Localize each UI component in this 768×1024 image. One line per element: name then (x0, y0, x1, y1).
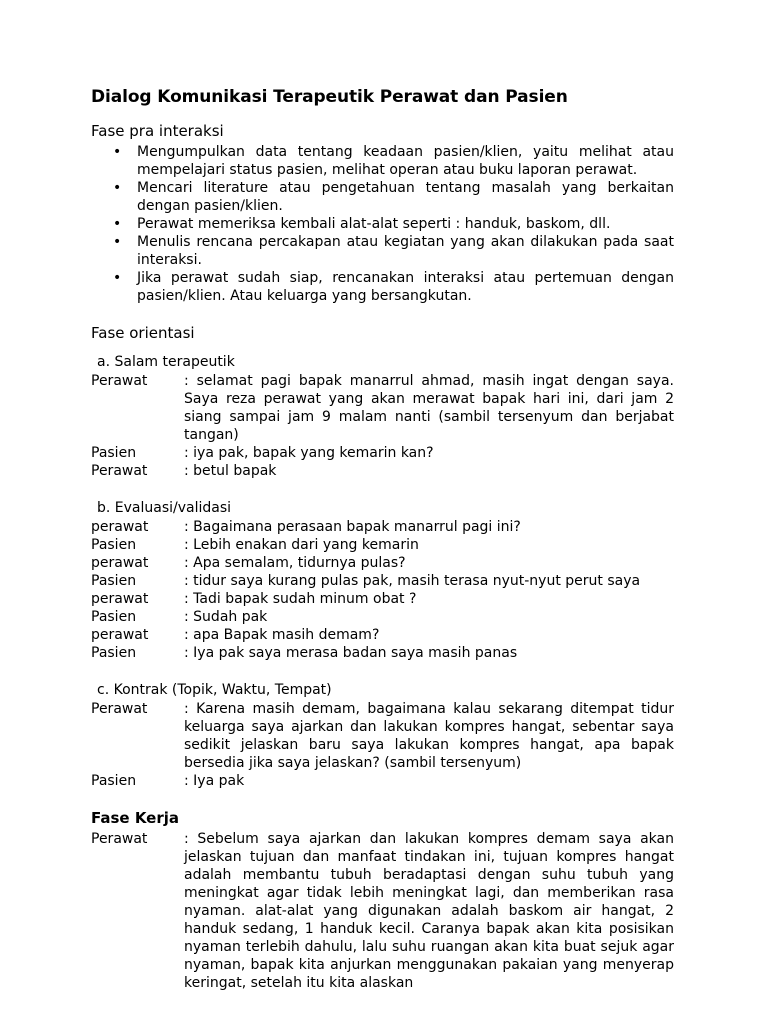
dialog-line (91, 700, 674, 772)
list-item (113, 269, 674, 305)
list-item-text: Perawat memeriksa kembali alat-alat seperti : handuk, baskom, dll. (137, 216, 611, 232)
speaker: Perawat (91, 701, 148, 717)
utterance: : tidur saya kurang pulas pak, masih terasa nyut-nyut perut saya (184, 573, 641, 589)
subheading-evaluation: b. Evaluasi/validasi (97, 500, 232, 516)
dialog-line (91, 590, 674, 608)
speaker: perawat (91, 627, 149, 643)
utterance: : apa Bapak masih demam? (184, 627, 380, 643)
list-item (113, 215, 674, 233)
subheading-contract: c. Kontrak (Topik, Waktu, Tempat) (97, 682, 332, 698)
pre-interaction-list (91, 143, 674, 305)
bullet-icon: • (113, 180, 122, 196)
utterance: : Bagaimana perasaan bapak manarrul pagi ini? (184, 519, 521, 535)
dialog-line (91, 608, 674, 626)
utterance: : betul bapak (184, 463, 277, 479)
speaker: Pasien (91, 573, 137, 589)
utterance: : Sudah pak (184, 609, 268, 625)
dialog-contract (91, 700, 674, 790)
utterance: : Sebelum saya ajarkan dan lakukan kompres demam saya akan jelaskan tujuan dan manfaat tindakan ini, tujuan kompres hangat adalah membantu tubuh beradaptasi dengan suhu tubuh yang meningkat agar tidak lebih meningkat lagi, dan memberikan rasa nyaman. alat-alat yang digunakan adalah baskom air hangat, 2 handuk sedang, 1 handuk kecil. Caranya bapak akan kita posisikan nyaman terlebih dahulu, lalu suhu ruangan akan kita buat sejuk agar nyaman, bapak kita anjurkan menggunakan pakaian yang menyerap keringat, setelah itu kita alaskan (184, 831, 674, 991)
speaker: Perawat (91, 373, 148, 389)
dialog-line (91, 536, 674, 554)
speaker: Pasien (91, 645, 137, 661)
speaker: Perawat (91, 463, 148, 479)
list-item-text: Mencari literature atau pengetahuan tentang masalah yang berkaitan dengan pasien/klien. (137, 180, 674, 214)
speaker: perawat (91, 555, 149, 571)
list-item (113, 143, 674, 179)
bullet-icon: • (113, 216, 122, 232)
list-item (113, 179, 674, 215)
bullet-icon: • (113, 234, 122, 250)
section-heading-work: Fase Kerja (91, 809, 180, 827)
list-item-text: Mengumpulkan data tentang keadaan pasien/klien, yaitu melihat atau mempelajari status pasien, melihat operan atau buku laporan perawat. (137, 144, 674, 178)
dialog-work (91, 830, 674, 992)
speaker: Perawat (91, 831, 148, 847)
speaker: perawat (91, 519, 149, 535)
list-item-text: Jika perawat sudah siap, rencanakan interaksi atau pertemuan dengan pasien/klien. Atau keluarga yang bersangkutan. (137, 270, 674, 304)
utterance: : iya pak, bapak yang kemarin kan? (184, 445, 434, 461)
list-item-text: Menulis rencana percakapan atau kegiatan yang akan dilakukan pada saat interaksi. (137, 234, 674, 268)
utterance: : Karena masih demam, bagaimana kalau sekarang ditempat tidur keluarga saya ajarkan dan lakukan kompres hangat, sebentar saya sedikit jelaskan baru saya lakukan kompres hangat, apa bapak bersedia jika saya jelaskan? (sambil tersenyum) (184, 701, 674, 771)
speaker: Pasien (91, 445, 137, 461)
section-heading-orientation: Fase orientasi (91, 324, 195, 342)
bullet-icon: • (113, 144, 122, 160)
list-item (113, 233, 674, 269)
dialog-line (91, 518, 674, 536)
utterance: : Lebih enakan dari yang kemarin (184, 537, 419, 553)
subheading-greeting: a. Salam terapeutik (97, 354, 235, 370)
utterance: : Iya pak (184, 773, 245, 789)
dialog-line (91, 644, 674, 662)
dialog-line (91, 554, 674, 572)
dialog-evaluation (91, 518, 674, 662)
speaker: Pasien (91, 609, 137, 625)
speaker: Pasien (91, 773, 137, 789)
utterance: : Iya pak saya merasa badan saya masih panas (184, 645, 518, 661)
dialog-line (91, 462, 674, 480)
dialog-line (91, 572, 674, 590)
utterance: : Tadi bapak sudah minum obat ? (184, 591, 417, 607)
document-title: Dialog Komunikasi Terapeutik Perawat dan Pasien (91, 87, 568, 107)
speaker: Pasien (91, 537, 137, 553)
section-heading-pre-interaction: Fase pra interaksi (91, 122, 224, 140)
dialog-line (91, 772, 674, 790)
dialog-line (91, 830, 674, 992)
dialog-line (91, 626, 674, 644)
utterance: : Apa semalam, tidurnya pulas? (184, 555, 406, 571)
utterance: : selamat pagi bapak manarrul ahmad, masih ingat dengan saya. Saya reza perawat yang akan merawat bapak hari ini, dari jam 2 siang sampai jam 9 malam nanti (sambil tersenyum dan berjabat tangan) (184, 373, 674, 443)
dialog-line (91, 372, 674, 444)
speaker: perawat (91, 591, 149, 607)
dialog-greeting (91, 372, 674, 480)
bullet-icon: • (113, 270, 122, 286)
dialog-line (91, 444, 674, 462)
